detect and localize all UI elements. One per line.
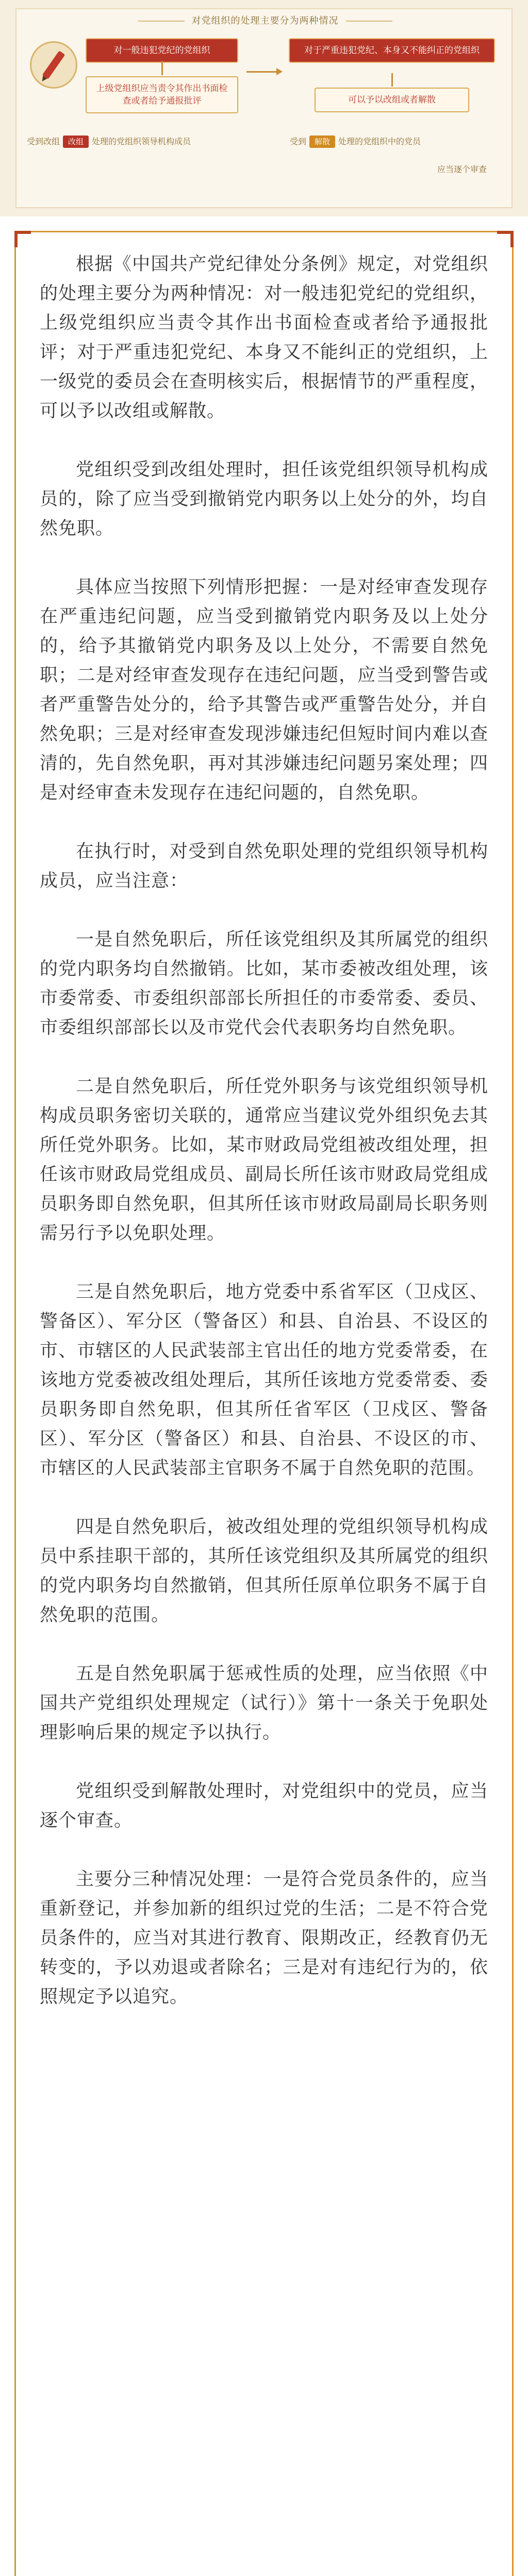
box-general-action: 上级党组织应当责令其作出书面检查或者给予通报批评 [86,76,238,113]
box-general: 对一般违犯党纪的党组织 [86,38,238,63]
infographic-banner [0,0,528,216]
connector-serious [391,73,393,87]
title-rule-left [138,21,185,22]
infographic-title-text: 对党组织的处理主要分为两种情况 [191,15,339,26]
paragraph-note-2: 二是自然免职后，所任党外职务与该党组织领导机构成员职务密切关联的，通常应当建议党外组织免去其所任党外职务。比如，某市财政局党组被改组处理，担任该市财政局党组成员、副局长所任该市财政局党组成员职务即自然免职，但其所任该市财政局副局长职务则需另行予以免职处理。 [40,1076,488,1244]
paragraph-dissolve: 党组织受到解散处理时，对党组织中的党员，应当逐个审查。 [40,1781,488,1831]
article-frame [14,231,514,2576]
box-serious-action: 可以予以改组或者解散 [315,88,469,112]
paragraph-note-5: 五是自然免职属于惩戒性质的处理，应当依照《中国共产党组织处理规定（试行）》第十一条关于免职处理影响后果的规定予以执行。 [40,1664,488,1743]
arrow-right-icon [246,71,277,73]
pen-icon [30,41,77,89]
paragraph-reorganize: 党组织受到改组处理时，担任该党组织领导机构成员的，除了应当受到撤销党内职务以上处分的外，均自然免职。 [40,460,488,539]
connector-general [161,61,163,75]
paragraph-note-4: 四是自然免职后，被改组处理的党组织领导机构成员中系挂职干部的，其所任该党组织及其所属党的组织的党内职务均自然撤销，但其所任原单位职务不属于自然免职的范围。 [40,1517,488,1625]
paragraph-intro: 根据《中国共产党纪律处分条例》规定，对党组织的处理主要分为两种情况：对一般违犯党纪的党组织，上级党组织应当责令其作出书面检查或者给予通报批评；对于严重违犯党纪、本身又不能纠正的党组织，上一级党的委员会在查明核实后，根据情节的严重程度，可以予以改组或解散。 [40,254,488,421]
frame-corner [14,231,31,247]
tag-dissolve: 解散 [309,135,335,148]
label-review: 应当逐个审查 [437,164,487,174]
paragraph-dissolve-cases: 主要分三种情况处理：一是符合党员条件的，应当重新登记，并参加新的组织过党的生活；二是不符合党员条件的，应当对其进行教育、限期改正，经教育仍无转变的，予以劝退或者除名；三是对有违纪行为的，依照规定予以追究。 [40,1869,488,2007]
frame-corner [497,231,514,247]
paragraph-notes-intro: 在执行时，对受到自然免职处理的党组织领导机构成员，应当注意： [40,841,488,891]
paragraph-situations: 具体应当按照下列情形把握：一是对经审查发现存在严重违纪问题，应当受到撤销党内职务及以上处分的，给予其撤销党内职务及以上处分，不需要自然免职；二是对经审查发现存在违纪问题，应当受到警告或者严重警告处分的，给予其警告或严重警告处分，并自然免职；三是对经审查发现涉嫌违纪但短时间内难以查清的，先自然免职，再对其涉嫌违纪问题另案处理；四是对经审查未发现存在违纪问题的，自然免职。 [40,577,488,803]
paragraph-note-3: 三是自然免职后，地方党委中系省军区（卫戍区、警备区）、军分区（警备区）和县、自治县、不设区的市、市辖区的人民武装部主官出任的地方党委常委，在该地方党委被改组处理后，其所任该地方党委常委、委员职务即自然免职，但其所任省军区（卫戍区、警备区）、军分区（警备区）和县、自治县、不设区的市、市辖区的人民武装部主官职务不属于自然免职的范围。 [40,1282,488,1479]
label-dissolve: 受到 解散 处理的党组织中的党员 [290,136,421,147]
tag-reorganize: 改组 [63,135,89,148]
infographic-title [16,13,514,27]
box-serious: 对于严重违犯党纪、本身又不能纠正的党组织 [289,38,495,63]
infographic-panel [15,8,513,208]
paragraph-note-1: 一是自然免职后，所任该党组织及其所属党的组织的党内职务均自然撤销。比如，某市委被改组处理，该市委常委、市委组织部部长所担任的市委常委、委员、市委组织部部长以及市党代会代表职务均自然免职。 [40,929,488,1038]
label-reorganize: 受到改组 改组 处理的党组织领导机构成员 [27,136,191,147]
title-rule-right [346,21,392,22]
